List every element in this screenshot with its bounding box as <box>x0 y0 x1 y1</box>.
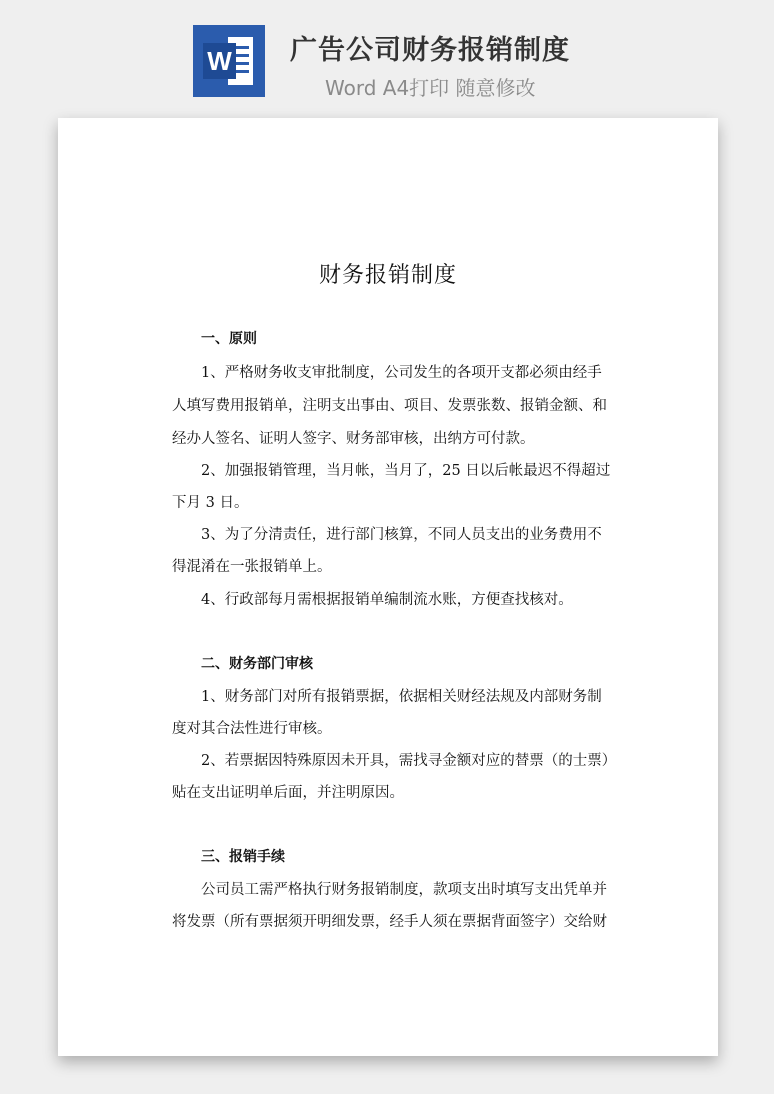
paragraph-line: 贴在支出证明单后面，并注明原因。 <box>172 785 404 801</box>
paragraph-line: 3、为了分清责任，进行部门核算，不同人员支出的业务费用不 <box>201 527 602 543</box>
paragraph-line: 经办人签名、证明人签字、财务部审核，出纳方可付款。 <box>172 431 535 447</box>
paragraph-line: 下月 3 日。 <box>172 495 249 511</box>
app-subtitle: Word A4打印 随意修改 <box>325 76 536 100</box>
section-heading: 二、财务部门审核 <box>201 656 313 672</box>
word-icon <box>193 25 265 97</box>
header-banner <box>0 0 774 112</box>
paragraph-line: 将发票（所有票据须开明细发票，经手人须在票据背面签字）交给财 <box>172 914 607 930</box>
app-title: 广告公司财务报销制度 <box>290 35 570 66</box>
paragraph-line: 公司员工需严格执行财务报销制度，款项支出时填写支出凭单并 <box>201 882 607 898</box>
paragraph-line: 度对其合法性进行审核。 <box>172 721 332 737</box>
paragraph-line: 得混淆在一张报销单上。 <box>172 559 332 575</box>
paragraph-line: 4、行政部每月需根据报销单编制流水账，方便查找核对。 <box>201 592 573 608</box>
paragraph-line: 1、财务部门对所有报销票据，依据相关财经法规及内部财务制 <box>201 689 602 705</box>
paragraph-line: 2、加强报销管理，当月帐，当月了，25 日以后帐最迟不得超过 <box>201 463 611 479</box>
paragraph-line: 人填写费用报销单，注明支出事由、项目、发票张数、报销金额、和 <box>172 398 607 414</box>
section-heading: 三、报销手续 <box>201 849 285 865</box>
section-heading: 一、原则 <box>201 331 257 347</box>
word-icon-letter: W <box>207 46 232 76</box>
document-page <box>58 118 718 1056</box>
paragraph-line: 1、严格财务收支审批制度，公司发生的各项开支都必须由经手 <box>201 365 602 381</box>
paragraph-line: 2、若票据因特殊原因未开具，需找寻金额对应的替票（的士票） <box>201 753 617 769</box>
document-title: 财务报销制度 <box>318 263 457 288</box>
